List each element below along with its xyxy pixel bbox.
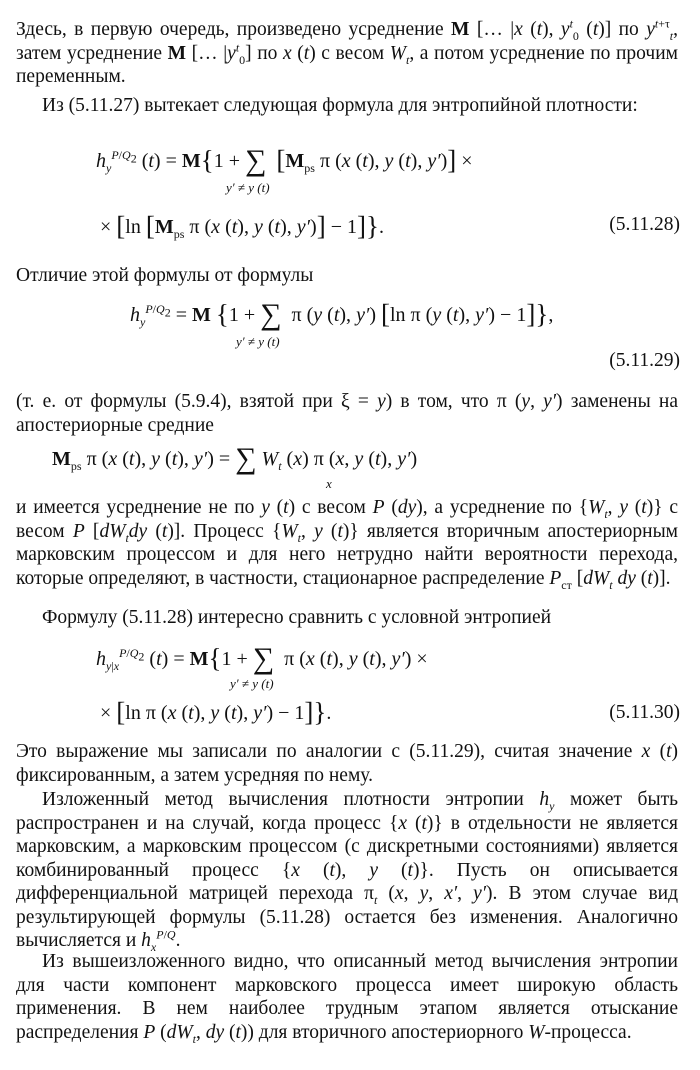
paragraph-secondary-process: и имеется усреднение не по y (t) с весом P (dy), а усреднение по {$W_t$, y (t)} с весом P [$dW_tdy$ (t)]. Процесс {$W_t$, y (t)} является вторичным апостериорным марковским процессом и для него нетрудно найти вероятности перехода, которые определяют, в частности, стационарное распределение $P_{ст}$ [$dW_t$ dy (t)]. [16,497,679,592]
paragraph-difference: Отличие этой формулы от формулы [16,265,314,286]
paragraph-averaging-order: Здесь, в первую очередь, произведено усреднение M [… |x (t), $y^t_0$ (t)] по $y^{t+\tau}_t$, затем усреднение M [… $|y^t_0$] по x (t) с весом $W_t$, а потом усреднение по прочим переменным. [16,16,679,87]
paragraph-analogy: Это выражение мы записали по аналогии с (5.11.29), считая значение x (t) фиксированным, а затем усредняя по нему. [16,741,678,786]
equation-5-11-28-line1: $h_y^{P/Q_2}$ (t) = M{1 + ∑ [$M_{ps}$ π (x (t), y (t), y′)] × [96,144,473,177]
equation-5-11-29: $h_y^{P/Q_2} = M$ {1 + ∑ π (y (t), y′) [ln π (y (t), y′) − 1]}, [130,298,554,331]
equation-5-11-30-line1: $h_{y|x}^{P/Q_2}$ (t) = M{1 + ∑ π (x (t), y (t), y′) × [96,642,428,675]
equation-number-28: (5.11.28) [609,214,680,235]
equation-5-11-30-line2: × [ln π (x (t), y (t), y′) − 1]}. [100,697,332,727]
equation-number-29: (5.11.29) [609,350,680,371]
paragraph-entropy-intro: Из (5.11.27) вытекает следующая формула для энтропийной плотности: [42,95,638,116]
paragraph-method-extension: Изложенный метод вычисления плотности энтропии $h_y$ может быть распространен и на случай, когда процесс {x (t)} в отдельности не является марковским, а марковским процессом (с дискретными состояниями) является комбинированный процесс {x (t), y (t)}. Пусть он описывается дифференциальной матрицей перехода $\pi_t$ (x, y, x′, y′). В этом случае вид результирующей формулы (5.11.28) остается без изменения. Аналогично вычисляется и $h_x^{P/Q}$. [16,789,679,954]
summation-index-30: y′ ≠ y (t) [230,676,274,691]
paragraph-conditional-entropy: Формулу (5.11.28) интересно сравнить с условной энтропией [42,607,552,628]
equation-5-11-28-line2: × [ln [$M_{ps}$ π (x (t), y (t), y′)] − 1]}. [100,211,384,241]
equation-mps-definition: $M_{ps}$ π (x (t), y (t), y′) = ∑ $W_t$ (x) π (x, y (t), y′) [52,442,418,475]
summation-index-29: y′ ≠ y (t) [236,334,280,349]
summation-index-28: y′ ≠ y (t) [226,180,270,195]
paragraph-posterior-means: (т. е. от формулы (5.9.4), взятой при ξ = y) в том, что π (y, y′) заменены на апостериорные средние [16,391,678,436]
summation-index-x: x [326,476,332,491]
equation-number-30: (5.11.30) [609,702,680,723]
paragraph-conclusion: Из вышеизложенного видно, что описанный метод вычисления энтропии для части компонент марковского процесса имеет широкую область применения. В нем наиболее трудным этапом является отыскание распределения P ($dW_t$, dy (t)) для вторичного апостериорного W-процесса. [16,951,678,1046]
